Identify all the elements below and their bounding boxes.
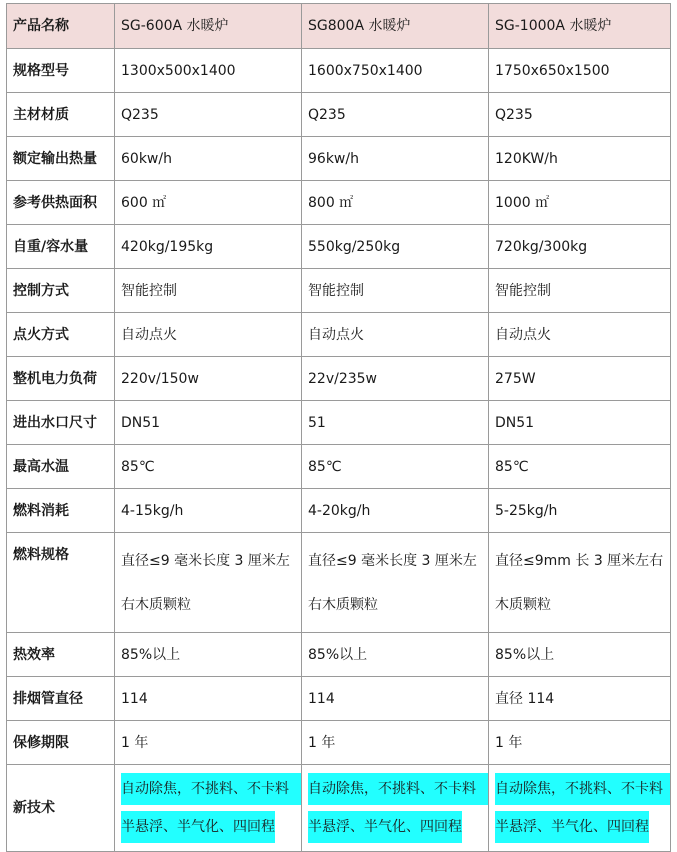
header-model: SG-1000A 水暖炉: [489, 4, 671, 49]
cell-value: 自动点火: [115, 313, 302, 357]
cell-value: 4-20kg/h: [302, 489, 489, 533]
cell-value: 220v/150w: [115, 357, 302, 401]
row-label: 自重/容水量: [7, 225, 115, 269]
cell-value: [302, 765, 489, 852]
cell-value: Q235: [302, 93, 489, 137]
row-label: 燃料规格: [7, 533, 115, 633]
cell-value: 420kg/195kg: [115, 225, 302, 269]
cell-value: 自动点火: [302, 313, 489, 357]
cell-value: 60kw/h: [115, 137, 302, 181]
row-label: 参考供热面积: [7, 181, 115, 225]
cell-value: 4-15kg/h: [115, 489, 302, 533]
table-row: [7, 181, 671, 225]
cell-value: [115, 765, 302, 852]
table-row: [7, 721, 671, 765]
cell-value: 智能控制: [302, 269, 489, 313]
table-row: [7, 677, 671, 721]
cell-value: 智能控制: [115, 269, 302, 313]
cell-value: Q235: [115, 93, 302, 137]
cell-value: 120KW/h: [489, 137, 671, 181]
cell-line: 直径≤9mm 长 3 厘米左右: [495, 552, 664, 569]
row-label: 排烟管直径: [7, 677, 115, 721]
cell-value: 5-25kg/h: [489, 489, 671, 533]
table-row: [7, 489, 671, 533]
cell-line: 直径≤9 毫米长度 3 厘米左: [308, 552, 477, 569]
cell-value: 1 年: [489, 721, 671, 765]
cell-value: 800 ㎡: [302, 181, 489, 225]
row-label: 保修期限: [7, 721, 115, 765]
table-row: [7, 357, 671, 401]
cell-value: 85%以上: [489, 633, 671, 677]
cell-value: 1 年: [302, 721, 489, 765]
row-label: 进出水口尺寸: [7, 401, 115, 445]
header-model: SG-600A 水暖炉: [115, 4, 302, 49]
row-label: 控制方式: [7, 269, 115, 313]
table-row-new-tech: [7, 765, 671, 852]
table-row: [7, 401, 671, 445]
table-row: [7, 313, 671, 357]
cell-value: 1 年: [115, 721, 302, 765]
highlight-text: 半悬浮、半气化、四回程: [121, 811, 275, 843]
row-label: 规格型号: [7, 49, 115, 93]
header-label: 产品名称: [7, 4, 115, 49]
cell-value: 114: [115, 677, 302, 721]
highlight-text: 自动除焦，不挑料、不卡料: [495, 773, 670, 805]
cell-value: 22v/235w: [302, 357, 489, 401]
cell-value: 智能控制: [489, 269, 671, 313]
cell-value: [489, 765, 671, 852]
table-row: [7, 633, 671, 677]
table-row: [7, 445, 671, 489]
table-header-row: [7, 4, 671, 49]
cell-value: [302, 533, 489, 633]
cell-value: 96kw/h: [302, 137, 489, 181]
cell-value: 1300x500x1400: [115, 49, 302, 93]
row-label: 热效率: [7, 633, 115, 677]
cell-value: 85℃: [115, 445, 302, 489]
cell-value: DN51: [489, 401, 671, 445]
cell-value: 85℃: [302, 445, 489, 489]
cell-value: 1750x650x1500: [489, 49, 671, 93]
cell-value: 85%以上: [302, 633, 489, 677]
row-label: 额定输出热量: [7, 137, 115, 181]
cell-value: 275W: [489, 357, 671, 401]
table-row: [7, 225, 671, 269]
cell-value: 85%以上: [115, 633, 302, 677]
cell-value: 自动点火: [489, 313, 671, 357]
cell-value: [489, 533, 671, 633]
row-label: 燃料消耗: [7, 489, 115, 533]
cell-line: 右木质颗粒: [308, 596, 378, 613]
row-label: 点火方式: [7, 313, 115, 357]
table-row-fuel-spec: [7, 533, 671, 633]
cell-line: 直径≤9 毫米长度 3 厘米左: [121, 552, 290, 569]
spec-table: [6, 3, 671, 852]
highlight-text: 自动除焦，不挑料、不卡料: [121, 773, 301, 805]
row-label: 最高水温: [7, 445, 115, 489]
cell-value: 1000 ㎡: [489, 181, 671, 225]
row-label: 主材材质: [7, 93, 115, 137]
cell-value: 720kg/300kg: [489, 225, 671, 269]
row-label: 新技术: [7, 765, 115, 852]
highlight-text: 半悬浮、半气化、四回程: [308, 811, 462, 843]
cell-value: 51: [302, 401, 489, 445]
cell-value: 85℃: [489, 445, 671, 489]
cell-line: 右木质颗粒: [121, 596, 191, 613]
cell-value: 600 ㎡: [115, 181, 302, 225]
table-row: [7, 93, 671, 137]
cell-value: 550kg/250kg: [302, 225, 489, 269]
table-row: [7, 49, 671, 93]
table-row: [7, 269, 671, 313]
cell-value: Q235: [489, 93, 671, 137]
cell-value: 114: [302, 677, 489, 721]
table-row: [7, 137, 671, 181]
cell-value: 1600x750x1400: [302, 49, 489, 93]
cell-line: 木质颗粒: [495, 596, 551, 613]
highlight-text: 自动除焦，不挑料、不卡料: [308, 773, 488, 805]
cell-value: DN51: [115, 401, 302, 445]
highlight-text: 半悬浮、半气化、四回程: [495, 811, 649, 843]
cell-value: [115, 533, 302, 633]
header-model: SG800A 水暖炉: [302, 4, 489, 49]
cell-value: 直径 114: [489, 677, 671, 721]
row-label: 整机电力负荷: [7, 357, 115, 401]
